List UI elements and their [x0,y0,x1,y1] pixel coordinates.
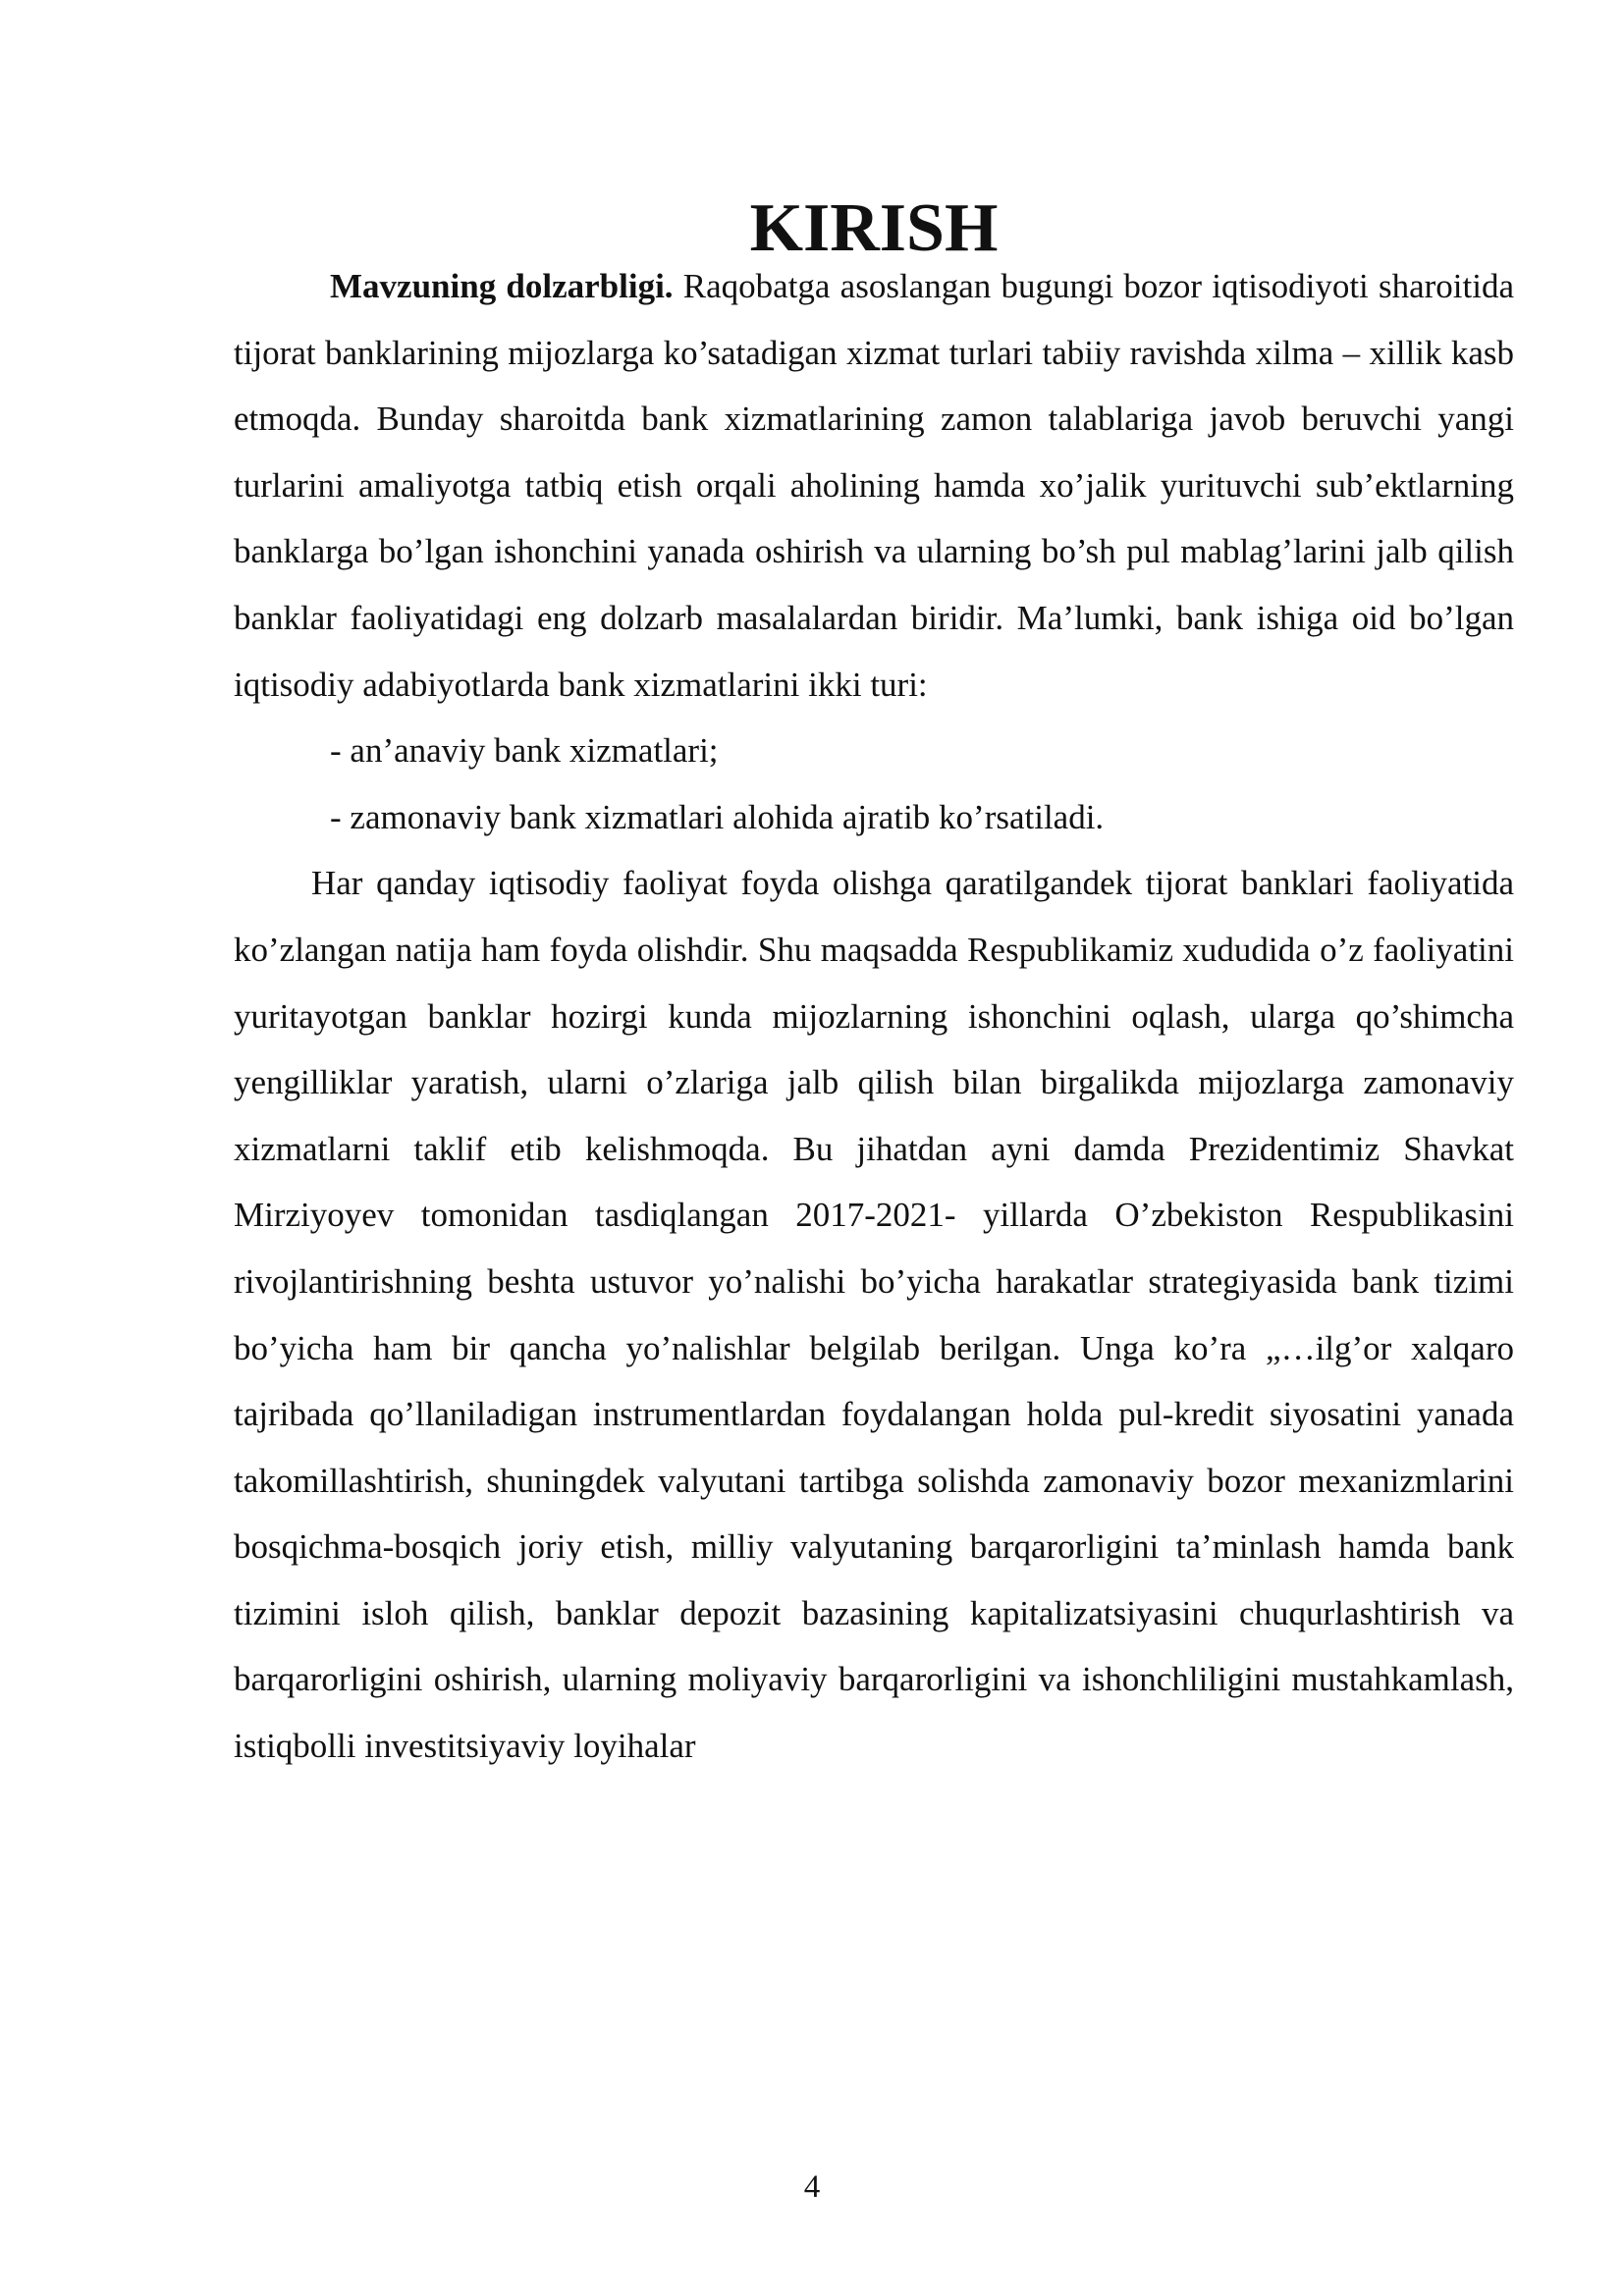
intro-body: Raqobatga asoslangan bugungi bozor iqtisodiyoti sharoitida tijorat banklarining mijozlarga ko’satadigan xizmat turlari tabiiy ravishda xilma – xillik kasb etmoqda. Bunday sharoitda bank xizmatlarining zamon talablariga javob beruvchi yangi turlarini amaliyotga tatbiq etish orqali aholining hamda xo’jalik yurituvchi sub’ektlarning banklarga bo’lgan ishonchini yanada oshirish va ularning bo’sh pul mablag’larini jalb qilish banklar faoliyatidagi eng dolzarb masalalardan biridir. Ma’lumki, bank ishiga oid bo’lgan iqtisodiy adabiyotlarda bank xizmatlarini ikki turi: [234,267,1515,704]
section-title: KIRISH [749,190,999,266]
intro-lead: Mavzuning dolzarbligi. [330,267,674,305]
page-number: 4 [803,2169,821,2205]
list-item: - zamonaviy bank xizmatlari alohida ajratib ko’rsatiladi. [330,797,1105,836]
list-item: - an’anaviy bank xizmatlari; [330,731,719,771]
intro-paragraph [234,253,1514,718]
document-page [234,190,1515,1780]
body-paragraph: Har qanday iqtisodiy faoliyat foyda olishga qaratilgandek tijorat banklari faoliyatida ko’zlangan natija ham foyda olishdir. Shu maqsadda Respublikamiz xududida o’z faoliyatini yuritayotgan banklar hozirgi kunda mijozlarning ishonchini oqlash, ularga qo’shimcha yengilliklar yaratish, ularni o’zlariga jalb qilish bilan birgalikda mijozlarga zamonaviy xizmatlarni taklif etib kelishmoqda. Bu jihatdan ayni damda Prezidentimiz Shavkat Mirziyoyev tomonidan tasdiqlangan 2017-2021- yillarda O’zbekiston Respublikasini rivojlantirishning beshta ustuvor yo’nalishi bo’yicha harakatlar strategiyasida bank tizimi bo’yicha ham bir qancha yo’nalishlar belgilab berilgan. Unga ko’ra „…ilg’or xalqaro tajribada qo’llaniladigan instrumentlardan foydalangan holda pul-kredit siyosatini yanada takomillashtirish, shuningdek valyutani tartibga solishda zamonaviy bozor mexanizmlarini bosqichma-bosqich joriy etish, milliy valyutaning barqarorligini ta’minlash hamda bank tizimini isloh qilish, banklar depozit bazasining kapitalizatsiyasini chuqurlashtirish va barqarorligini oshirish, ularning moliyaviy barqarorligini va ishonchliligini mustahkamlash, istiqbolli investitsiyaviy loyihalar [234,864,1514,1766]
